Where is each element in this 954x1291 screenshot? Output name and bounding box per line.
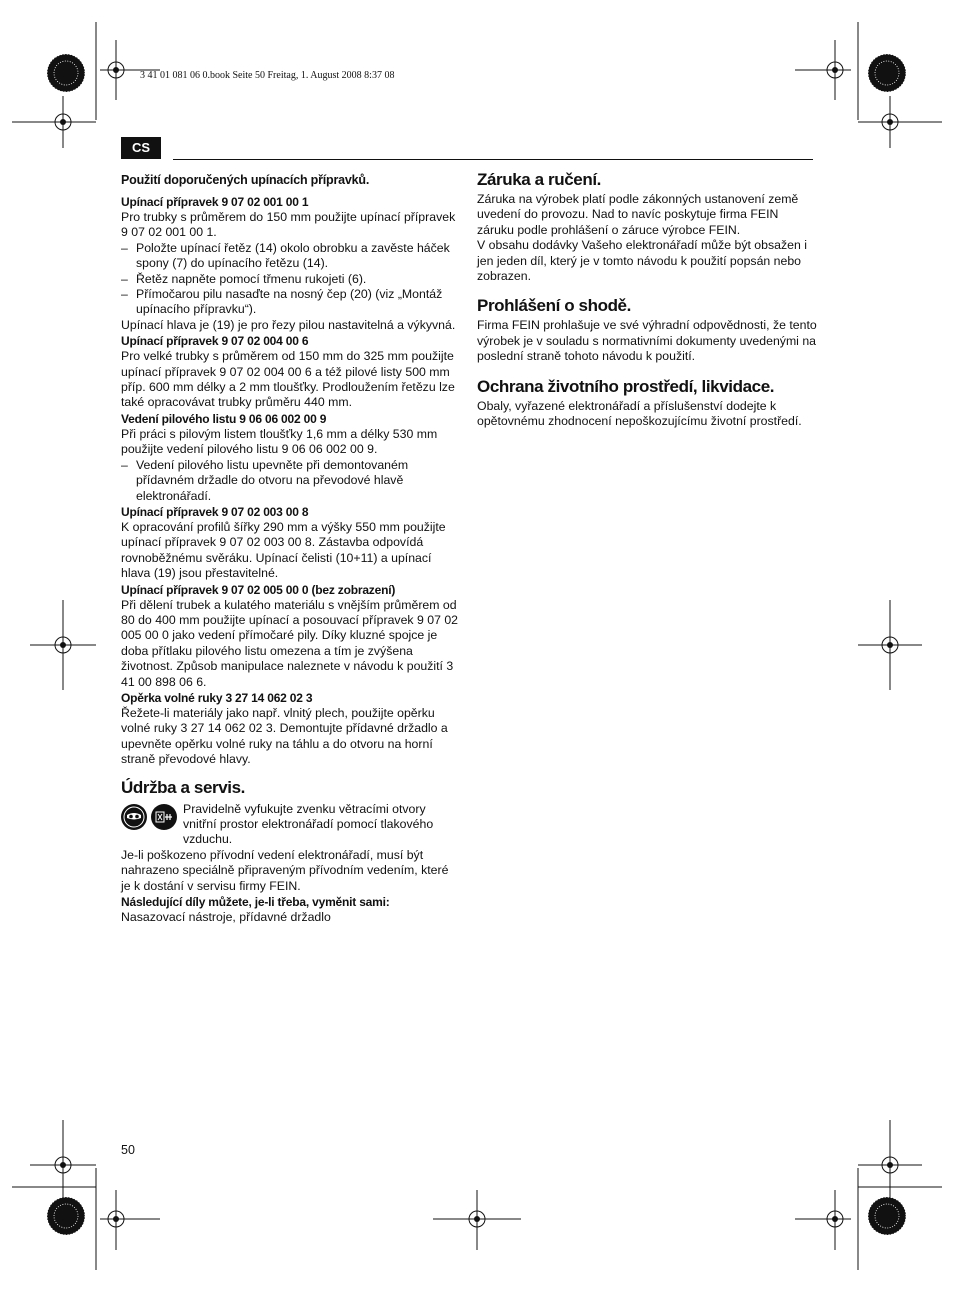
right-column <box>477 170 817 429</box>
dash-list <box>121 458 461 504</box>
paragraph: Obaly, vyřazené elektronářadí a příslušenství dodejte k opětovnému zhodnocení nepoškozujícímu životní prostředí. <box>477 398 802 429</box>
header-rule <box>173 159 813 160</box>
page-number: 50 <box>121 1143 135 1157</box>
paragraph: Firma FEIN prohlašuje ve své výhradní odpovědnosti, že tento výrobek je v souladu s normativními dokumenty uvedenými na poslední straně tohoto návodu k použití. <box>477 318 817 364</box>
paragraph: K opracování profilů šířky 290 mm a výšky 550 mm použijte upínací přípravek 9 07 02 003 00 8. Zástavba odpovídá rovnoběžnému svěráku. Upínací čelisti (10+11) a upínací hlava (19) jsou přestavitelné. <box>121 519 446 581</box>
unplug-icon <box>151 804 177 830</box>
conformity-heading: Prohlášení o shodě. <box>477 296 631 316</box>
list-item: – Položte upínací řetěz (14) okolo obrobku a zavěste háček spony (7) do upínacího řetězu (14). <box>121 241 461 272</box>
paragraph: Upínací hlava je (19) je pro řezy pilou nastavitelná a výkyvná. <box>121 317 456 332</box>
subsection-title: Vedení pilového listu 9 06 06 002 00 9 <box>121 411 327 426</box>
list-item: – Vedení pilového listu upevněte při demontovaném přídavném držadle do otvoru na převodové hlavě elektronářadí. <box>121 458 461 504</box>
dash-list <box>121 241 461 318</box>
maintenance-heading: Údržba a servis. <box>121 777 245 797</box>
print-info: 3 41 01 081 06 0.book Seite 50 Freitag, 1. August 2008 8:37 08 <box>140 70 395 81</box>
subsection-title: Opěrka volné ruky 3 27 14 062 02 3 <box>121 690 313 705</box>
language-badge: CS <box>121 137 161 159</box>
section-heading: Použití doporučených upínacích přípravků. <box>121 173 370 187</box>
left-column <box>121 170 461 925</box>
paragraph: Je-li poškozeno přívodní vedení elektronářadí, musí být nahrazeno speciálně připraveným přívodním vedením, které je k dostání v servisu firmy FEIN. <box>121 847 449 893</box>
warranty-heading: Záruka a ručení. <box>477 170 601 189</box>
list-item: – Přímočarou pilu nasaďte na nosný čep (20) (viz „Montáž upínacího přípravku“). <box>121 287 461 318</box>
paragraph: Pro trubky s průměrem do 150 mm použijte upínací přípravek 9 07 02 001 00 1. <box>121 210 456 240</box>
paragraph: Záruka na výrobek platí podle zákonných ustanovení země uvedení do provozu. Nad to navíc poskytuje firma FEIN záruku podle prohlášení o záruce výrobce FEIN. <box>477 192 799 237</box>
environment-heading: Ochrana životního prostředí, likvidace. <box>477 376 775 396</box>
list-item: – Řetěz napněte pomocí třmenu rukojeti (6). <box>121 272 461 287</box>
maintenance-instruction <box>121 802 461 848</box>
paragraph: Řežete-li materiály jako např. vlnitý plech, použijte opěrku volné ruky 3 27 14 062 02 3. Demontujte přídavné držadlo a upevněte opěrku volné ruky na táhlu a do otvoru na horní straně převodové hlavy. <box>121 705 448 767</box>
subsection-title: Upínací přípravek 9 07 02 004 00 6 <box>121 334 309 349</box>
paragraph: Pravidelně vyfukujte zvenku větracími otvory vnitřní prostor elektronářadí pomocí tlakového vzduchu. <box>183 801 434 847</box>
eye-protection-icon <box>121 804 147 830</box>
paragraph: Při práci s pilovým listem tloušťky 1,6 mm a délky 530 mm použijte vedení pilového listu 9 06 06 002 00 9. <box>121 426 438 457</box>
paragraph: Nasazovací nástroje, přídavné držadlo <box>121 910 331 925</box>
subsection-title: Upínací přípravek 9 07 02 001 00 1 <box>121 195 309 209</box>
subsection-title: Upínací přípravek 9 07 02 005 00 0 (bez zobrazení) <box>121 582 396 597</box>
subsection-title: Následující díly můžete, je-li třeba, vyměnit sami: <box>121 895 390 910</box>
paragraph: Při dělení trubek a kulatého materiálu s vnějším průměrem od 80 do 400 mm použijte upínací a posouvací přípravek 9 07 02 005 00 0 jako vedení přímočaré pily. Díky kluzné spojce je doba přítlaku pilového listu omezena a tím je zvýšena životnost. Způsob manipulace naleznete v návodu k použití 3 41 00 898 06 6. <box>121 597 459 689</box>
paragraph: Pro velké trubky s průměrem od 150 mm do 325 mm použijte upínací přípravek 9 07 02 004 00 6 a též pilové listy 500 mm příp. 600 mm délky a 2 mm tloušťky. Prodloužením řetězu lze také opracovávat trubky průměru 440 mm. <box>121 349 455 410</box>
paragraph: V obsahu dodávky Vašeho elektronářadí může být obsažen i jen jeden díl, který je v tomto návodu k použití popsán nebo zobrazen. <box>477 238 807 284</box>
subsection-title: Upínací přípravek 9 07 02 003 00 8 <box>121 504 309 519</box>
